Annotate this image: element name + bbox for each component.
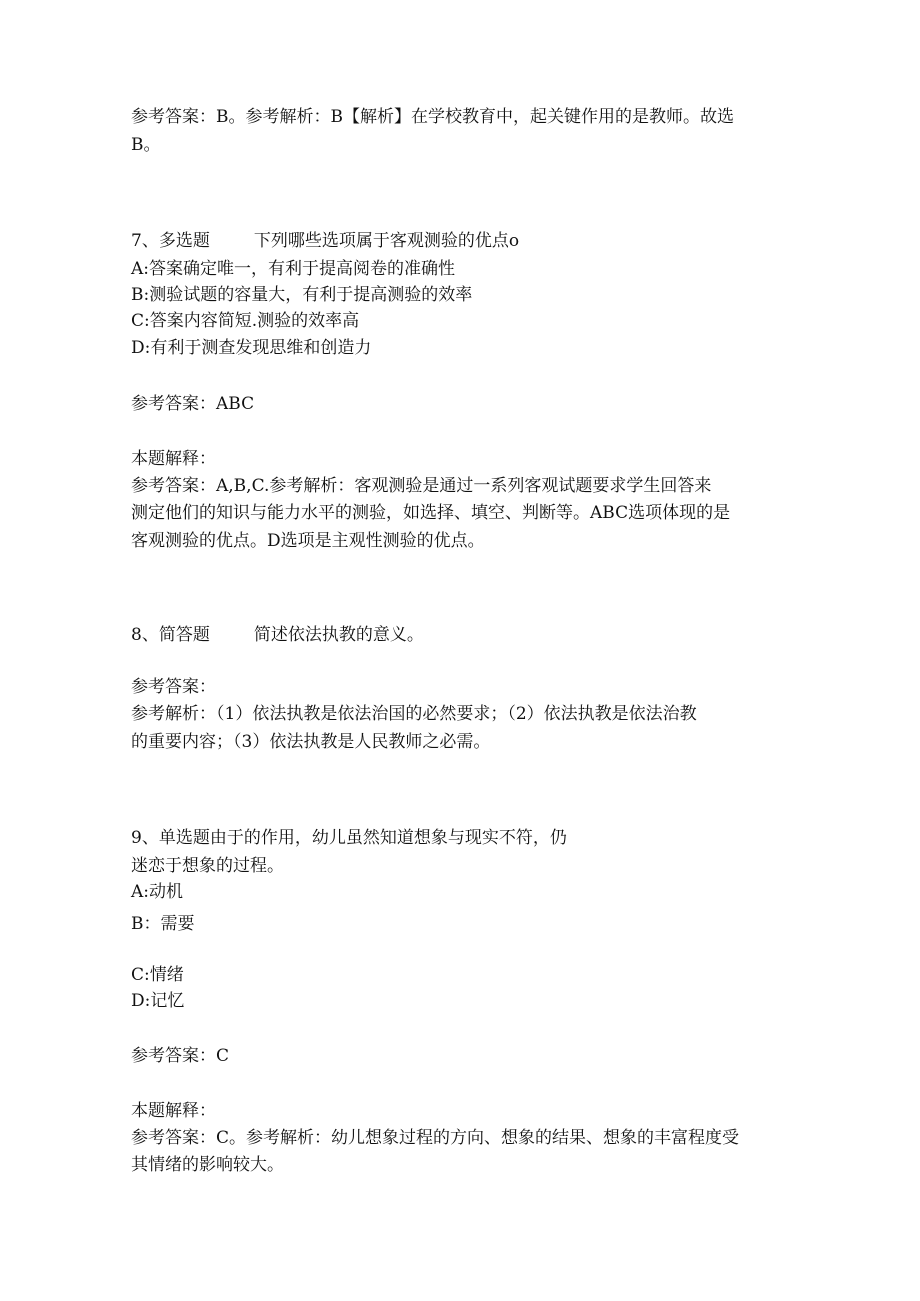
- q8-explanation-line: 参考解析：（1）依法执教是依法治国的必然要求；（2）依法执教是依法治教: [131, 704, 697, 724]
- q7-option-a: A:答案确定唯一，有利于提高阅卷的准确性: [131, 259, 456, 279]
- q9-explanation-line: 参考答案：C。参考解析：幼儿想象过程的方向、想象的结果、想象的丰富程度受: [131, 1128, 740, 1148]
- q9-explanation-label: 本题解释：: [131, 1101, 216, 1121]
- q9-option-b: B：需要: [131, 914, 195, 934]
- q7-explanation-line: 客观测验的优点。D选项是主观性测验的优点。: [131, 531, 485, 551]
- q8-header: [131, 622, 424, 648]
- q9-option-d: D:记忆: [131, 991, 185, 1011]
- q7-option-b: B:测验试题的容量大，有利于提高测验的效率: [131, 285, 473, 305]
- q8-number-type: 8、简答题: [131, 625, 210, 645]
- q6-explanation-line: 参考答案：B。参考解析：B【解析】在学校教育中，起关键作用的是教师。故选: [131, 107, 734, 127]
- q9-answer: 参考答案：C: [131, 1046, 230, 1066]
- q7-header: [131, 228, 519, 254]
- q8-explanation-line: 的重要内容；（3）依法执教是人民教师之必需。: [131, 732, 491, 752]
- q7-explanation-line: 测定他们的知识与能力水平的测验，如选择、填空、判断等。ABC选项体现的是: [131, 503, 731, 523]
- q9-stem-line: 9、单选题由于的作用，幼儿虽然知道想象与现实不符，仍: [131, 828, 567, 848]
- q7-answer: 参考答案：ABC: [131, 394, 255, 414]
- q9-option-a: A:动机: [131, 882, 184, 902]
- q6-explanation-line: B。: [131, 135, 161, 155]
- q7-number-type: 7、多选题: [131, 231, 210, 251]
- q8-answer: 参考答案：: [131, 677, 216, 697]
- q7-explanation-label: 本题解释：: [131, 449, 216, 469]
- q7-option-d: D:有利于测查发现思维和创造力: [131, 338, 372, 358]
- q9-stem-line: 迷恋于想象的过程。: [131, 856, 284, 876]
- q7-option-c: C:答案内容简短.测验的效率高: [131, 311, 360, 331]
- q9-explanation-line: 其情绪的影响较大。: [131, 1155, 284, 1175]
- q8-stem: 简述依法执教的意义。: [253, 625, 424, 645]
- q7-explanation-line: 参考答案：A,B,C.参考解析：客观测验是通过一系列客观试题要求学生回答来: [131, 476, 712, 496]
- q9-option-c: C:情绪: [131, 965, 184, 985]
- q7-stem: 下列哪些选项属于客观测验的优点o: [253, 231, 520, 251]
